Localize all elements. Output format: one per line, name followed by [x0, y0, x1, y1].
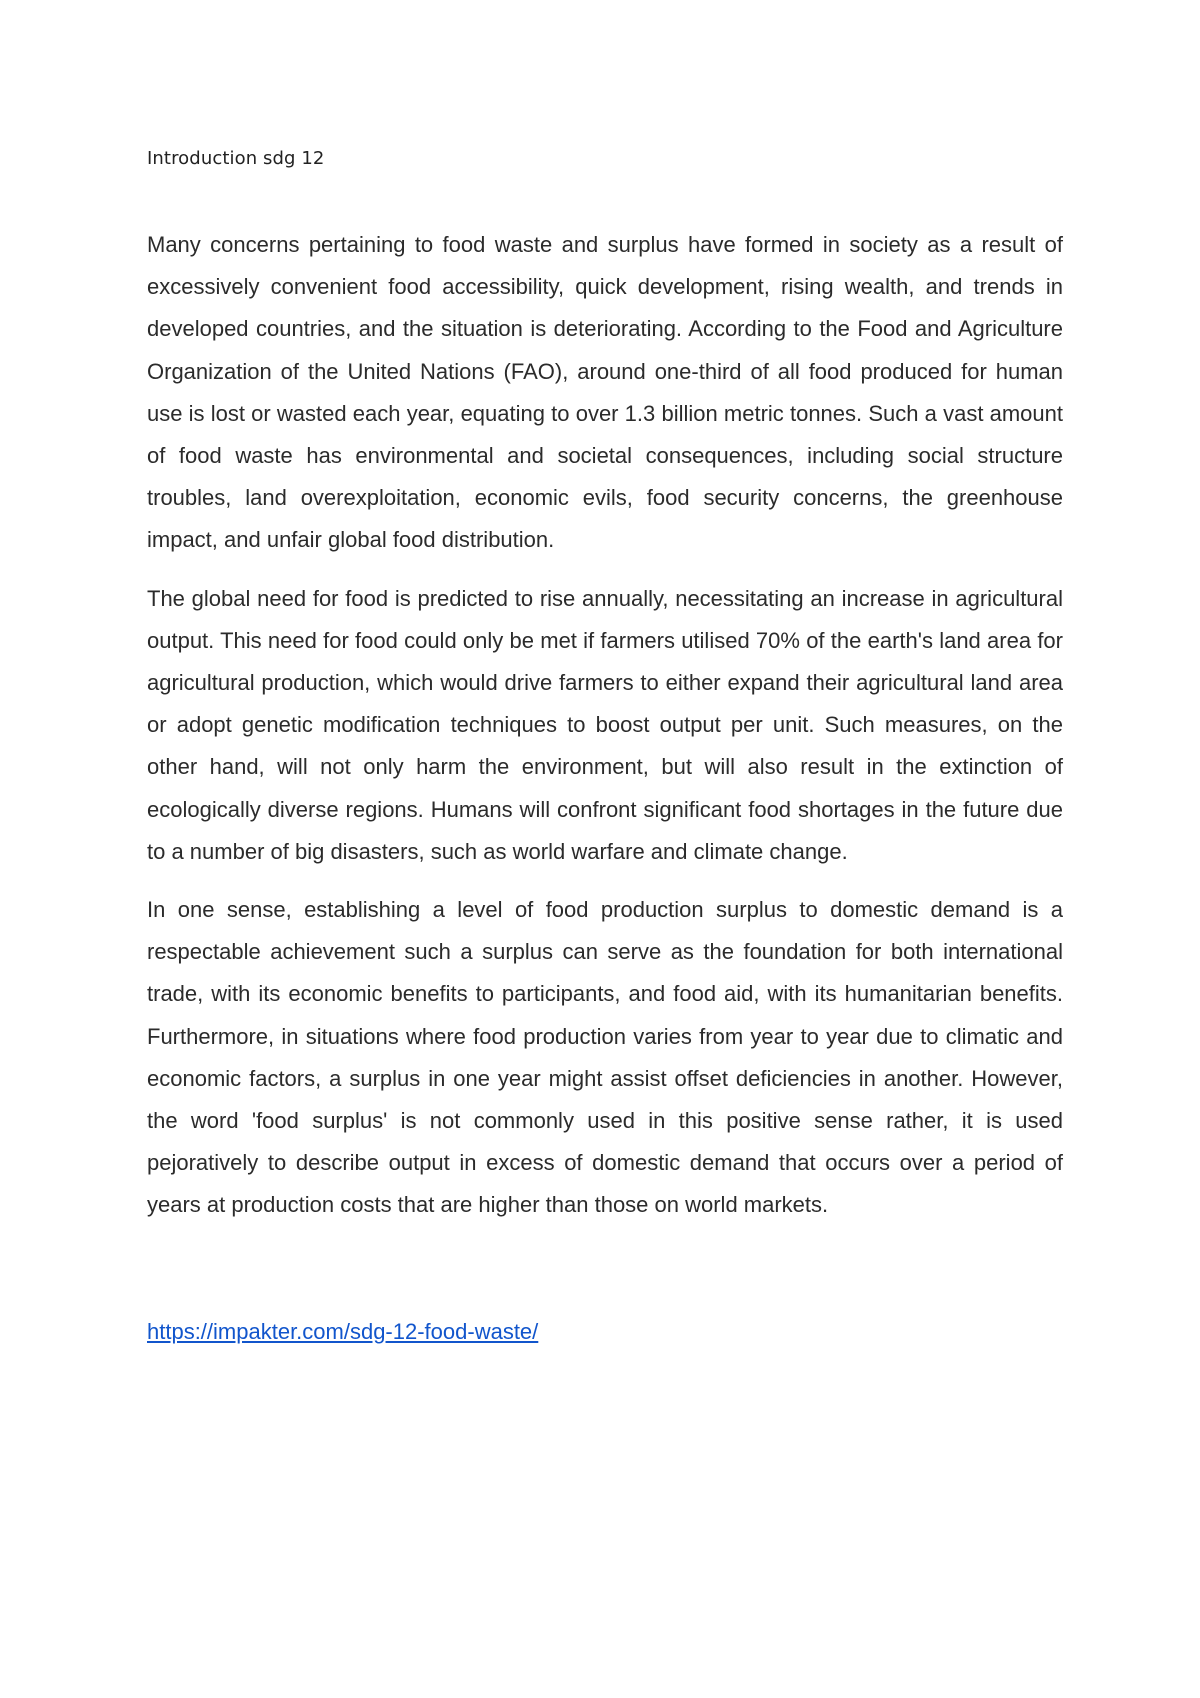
source-section	[147, 1311, 1063, 1353]
document-body	[147, 146, 1063, 1353]
source-link[interactable]: https://impakter.com/sdg-12-food-waste/	[147, 1318, 539, 1344]
paragraph-food-surplus: In one sense, establishing a level of food production surplus to domestic demand is a respectable achievement such a surplus can serve as the foundation for both international trade, with its economic benefits to participants, and food aid, with its humanitarian benefits. Furthermore, in situations where food production varies from year to year due to climatic and economic factors, a surplus in one year might assist offset deficiencies in another. However, the word 'food surplus' is not commonly used in this positive sense rather, it is used pejoratively to describe output in excess of domestic demand that occurs over a period of years at production costs that are higher than those on world markets.	[147, 897, 1063, 1218]
paragraph-global-food-need: The global need for food is predicted to rise annually, necessitating an increase in agricultural output. This need for food could only be met if farmers utilised 70% of the earth's land area for agricultural production, which would drive farmers to either expand their agricultural land area or adopt genetic modification techniques to boost output per unit. Such measures, on the other hand, will not only harm the environment, but will also result in the extinction of ecologically diverse regions. Humans will confront significant food shortages in the future due to a number of big disasters, such as world warfare and climate change.	[147, 585, 1063, 864]
document-title: Introduction sdg 12	[147, 148, 325, 169]
paragraph-food-waste-concerns: Many concerns pertaining to food waste and surplus have formed in society as a result of excessively convenient food accessibility, quick development, rising wealth, and trends in developed countries, and the situation is deteriorating. According to the Food and Agriculture Organization of the United Nations (FAO), around one-third of all food produced for human use is lost or wasted each year, equating to over 1.3 billion metric tonnes. Such a vast amount of food waste has environmental and societal consequences, including social structure troubles, land overexploitation, economic evils, food security concerns, the greenhouse impact, and unfair global food distribution.	[147, 232, 1063, 553]
